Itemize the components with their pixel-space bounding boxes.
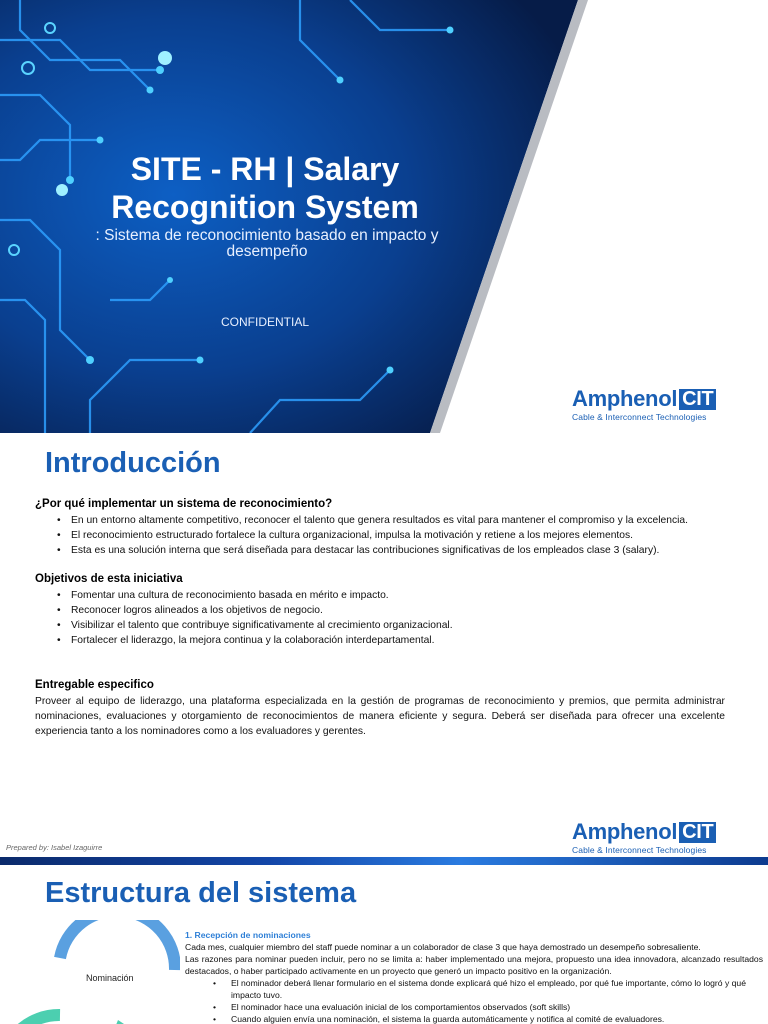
cover-title: SITE - RH | Salary Recognition System [111,151,419,225]
confidential-label: CONFIDENTIAL [220,315,309,329]
list-item: • En un entorno altamente competitivo, reconocer el talento que genera resultados es vital para mantener el compromiso y la excelencia. [57,513,725,528]
bullet-list [213,977,763,1024]
cycle-diagram [0,920,180,1024]
intro-title: Introducción [45,447,221,479]
list-item: • Fomentar una cultura de reconocimiento basada en mérito e impacto. [57,588,725,603]
list-item: • El nominador hace una evaluación inicial de los comportamientos observados (soft skills) [213,1001,763,1013]
logo-tagline: Cable & Interconnect Technologies [572,845,707,855]
footer-band [0,857,768,865]
intro-slide [0,433,768,865]
intro-body [35,497,725,739]
logo-tagline: Cable & Interconnect Technologies [572,412,707,422]
list-item: • El reconocimiento estructurado fortalece la cultura organizacional, impulsa la motivación y retiene a los mejores elementos. [57,528,725,543]
section-heading: Entregable especifico [35,679,154,691]
list-item: • Visibilizar el talento que contribuye significativamente al crecimiento organizacional. [57,618,725,633]
amphenol-logo [572,388,716,422]
list-item: • Fortalecer el liderazgo, la mejora continua y la colaboración interdepartamental. [57,633,725,648]
cover-slide [0,0,768,433]
step-paragraph: Cada mes, cualquier miembro del staff puede nominar a un colaborador de clase 3 que haya demostrado un desempeño sobresaliente. [185,942,701,952]
list-item: • Cuando alguien envía una nominación, el sistema la guarda automáticamente y notifica al comité de evaluadores. [213,1013,763,1024]
diagram-label: Nominación [86,973,134,983]
logo-box: CIT [679,822,716,843]
structure-body [185,929,763,1024]
logo-word: Amphenol [572,386,678,411]
step-heading: 1. Recepción de nominaciones [185,930,311,940]
prepared-by: Prepared by: Isabel Izaguirre [6,843,103,852]
list-item: • Reconocer logros alineados a los objetivos de negocio. [57,603,725,618]
amphenol-logo [572,821,716,855]
list-item: • Esta es una solución interna que será diseñada para destacar las contribuciones significativas de los empleados clase 3 (salary). [57,543,725,558]
section-heading: ¿Por qué implementar un sistema de reconocimiento? [35,498,333,510]
logo-word: Amphenol [572,819,678,844]
step-paragraph: Las razones para nominar pueden incluir, pero no se limita a: haber implementado una mejora, propuesto una idea innovadora, alcanzado resultados destacados, o haber participado activamente en un proyecto que generó un impacto positivo en la organización. [185,954,763,976]
section-heading: Objetivos de esta iniciativa [35,573,183,585]
bullet-list [57,513,725,558]
structure-title: Estructura del sistema [45,877,357,909]
logo-box: CIT [679,389,716,410]
structure-slide [0,865,768,1024]
deliverable-text: Proveer al equipo de liderazgo, una plataforma especializada en la gestión de programas de reconocimiento y premios, que permita administrar nominaciones, evaluaciones y otorgamiento de reconocimientos de manera eficiente y segura. Deberá ser diseñada para ofrecer una excelente experiencia tanto a los nominadores como a los evaluadores y gerentes. [35,696,725,737]
bullet-list [57,588,725,648]
list-item: • El nominador deberá llenar formulario en el sistema donde explicará qué hizo el empleado, por qué fue importante, cómo lo logró y qué impacto tuvo. [213,977,763,1001]
cover-subtitle: : Sistema de reconocimiento basado en impacto y desempeño [95,227,439,260]
